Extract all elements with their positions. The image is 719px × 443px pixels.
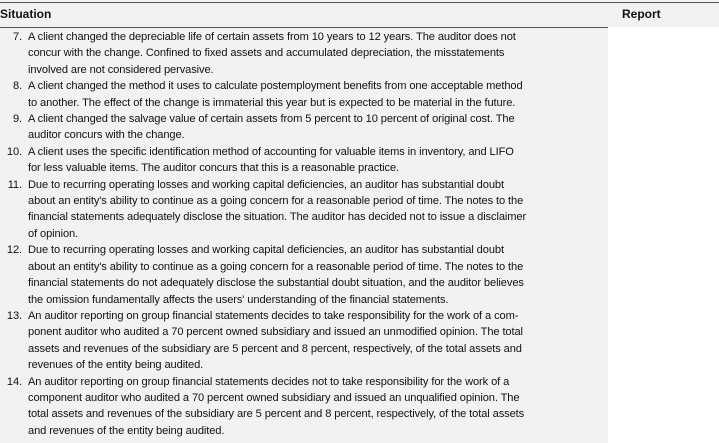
situation-text-line: A client changed the salvage value of certain assets from 5 percent to 10 percent of original cost. The xyxy=(28,113,515,126)
situation-text-line: financial statements do not adequately disclose the substantial doubt situation, and the auditor believes xyxy=(28,277,524,290)
situation-text-line: of opinion. xyxy=(28,227,79,240)
situation-item xyxy=(0,242,606,308)
situation-column-header: Situation xyxy=(0,7,52,21)
situation-number: 14. xyxy=(6,375,22,388)
situation-number: 10. xyxy=(6,145,22,158)
situation-text-line: component auditor who audited a 70 percent owned subsidiary and issued an unqualified opinion. The xyxy=(28,391,520,404)
situation-text-line: assets and revenues of the subsidiary are 5 percent and 8 percent, respectively, of the total assets and xyxy=(28,342,522,355)
situation-text-line: Due to recurring operating losses and working capital deficiencies, an auditor has substantial doubt xyxy=(28,178,504,191)
situation-item xyxy=(0,308,606,374)
situation-number: 8. xyxy=(12,80,22,93)
situation-text-line: Due to recurring operating losses and working capital deficiencies, an auditor has substantial doubt xyxy=(28,244,504,257)
situation-text-line: for less valuable items. The auditor concurs that this is a reasonable practice. xyxy=(28,162,400,175)
situation-number: 9. xyxy=(12,113,22,126)
situation-text-line: involved are not considered pervasive. xyxy=(28,63,214,76)
situation-text-line: to another. The effect of the change is immaterial this year but is expected to be material in the future. xyxy=(28,96,516,109)
situation-text-line: A client changed the method it uses to calculate postemployment benefits from one acceptable method xyxy=(28,80,523,93)
situation-text-line: financial statements adequately disclose the situation. The auditor has decided not to issue a disclaimer xyxy=(28,211,527,224)
report-column-header: Report xyxy=(622,7,661,21)
situation-item xyxy=(0,111,606,144)
situation-text-line: the omission fundamentally affects the users' understanding of the financial statements. xyxy=(28,293,449,306)
situation-text-line: A client changed the depreciable life of certain assets from 10 years to 12 years. The auditor does not xyxy=(28,31,516,43)
situation-item xyxy=(0,29,606,78)
situation-number: 13. xyxy=(6,309,22,322)
situation-text-line: ponent auditor who audited a 70 percent owned subsidiary and issued an unmodified opinion. The total xyxy=(28,326,523,339)
situation-text-line: A client uses the specific identification method of accounting for valuable items in inventory, and LIFO xyxy=(28,145,514,158)
situation-item xyxy=(0,144,606,177)
situation-number: 11. xyxy=(7,178,22,191)
situation-text-line: An auditor reporting on group financial statements decides to take responsibility for the work of a com- xyxy=(28,309,519,322)
situation-item xyxy=(0,177,606,243)
situation-list xyxy=(0,29,606,439)
situation-text-line: concur with the change. Confined to fixed assets and accumulated depreciation, the misstatements xyxy=(28,47,505,60)
situation-item xyxy=(0,374,606,440)
situation-text-line: about an entity's ability to continue as a going concern for a reasonable period of time. The notes to the xyxy=(28,195,524,208)
situation-text-line: auditor concurs with the change. xyxy=(28,129,185,142)
table-header xyxy=(0,2,719,27)
situation-item xyxy=(0,78,606,111)
situation-number: 7. xyxy=(12,31,22,43)
situation-text-line: revenues of the entity being audited. xyxy=(28,359,204,372)
situation-text-line: and revenues of the entity being audited. xyxy=(28,424,225,437)
situation-text-line: total assets and revenues of the subsidiary are 5 percent and 8 percent, respectively, of the total assets xyxy=(28,408,525,421)
report-column xyxy=(608,27,719,443)
situation-text-line: An auditor reporting on group financial statements decides not to take responsibility for the work of a xyxy=(28,375,510,388)
situation-text-line: about an entity's ability to continue as a going concern for a reasonable period of time. The notes to the xyxy=(28,260,524,273)
situation-number: 12. xyxy=(6,244,22,257)
